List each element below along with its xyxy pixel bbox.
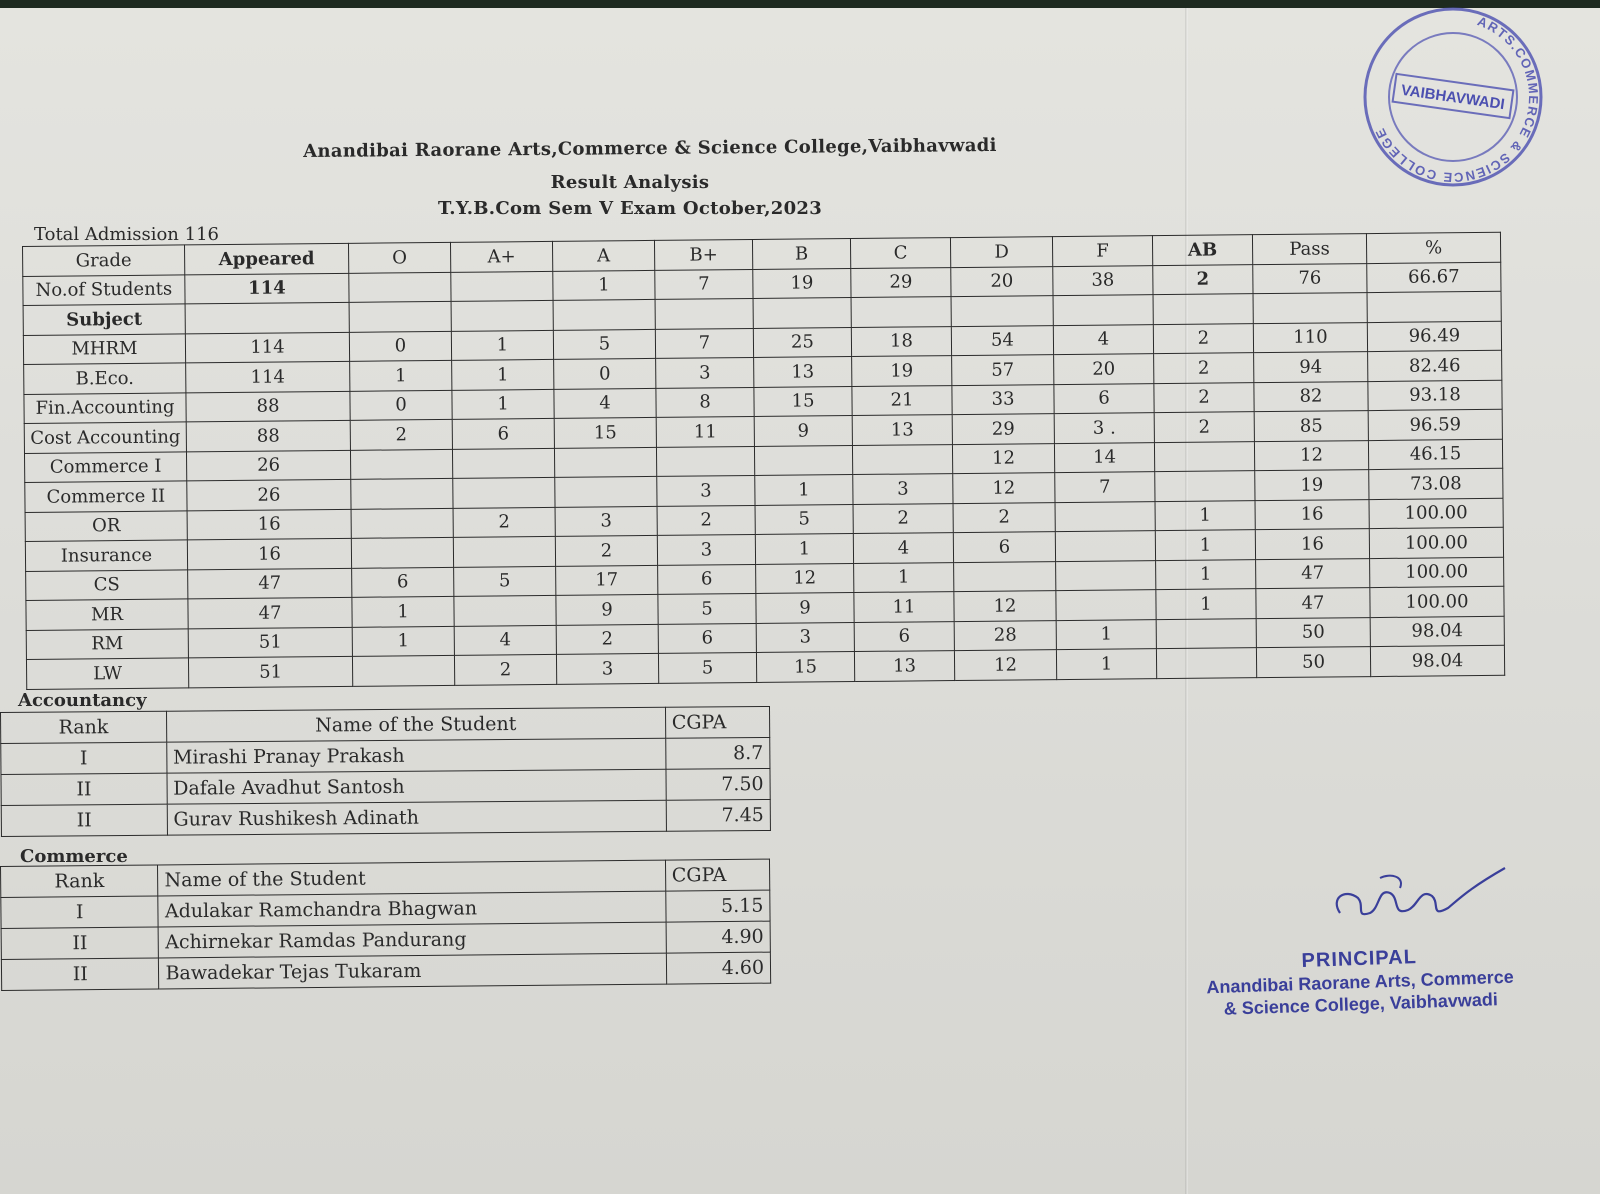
table-cell: 1	[1156, 589, 1256, 619]
table-cell: 2	[853, 503, 953, 533]
table-cell: 1	[451, 330, 553, 360]
column-header: Rank	[1, 865, 159, 898]
table-cell: 6	[452, 418, 554, 448]
table-cell	[351, 537, 453, 567]
table-cell: 50	[1256, 647, 1370, 678]
table-cell: 16	[187, 509, 351, 540]
table-cell: Cost Accounting	[24, 422, 186, 453]
table-cell: 6	[854, 621, 954, 651]
table-cell: B.Eco.	[24, 363, 186, 394]
table-cell	[1056, 590, 1156, 620]
table-cell: 11	[854, 592, 954, 622]
rank-row	[1, 799, 770, 836]
total-admission: Total Admission 116	[34, 224, 219, 245]
table-cell: 88	[186, 420, 350, 451]
commerce-title: Commerce	[20, 846, 128, 867]
table-cell: 9	[756, 593, 854, 623]
table-cell: 110	[1253, 322, 1367, 353]
table-cell: 93.18	[1368, 380, 1502, 411]
table-cell: 57	[952, 355, 1054, 385]
table-cell: 1	[452, 389, 554, 419]
table-cell: 2	[1153, 264, 1253, 294]
table-cell: %	[1366, 232, 1500, 263]
table-cell: 6	[658, 623, 756, 653]
table-cell: Commerce II	[25, 481, 187, 512]
table-cell: 12	[954, 650, 1056, 680]
table-cell: 38	[1053, 265, 1153, 295]
table-cell	[553, 299, 655, 329]
table-cell: 29	[851, 267, 951, 297]
table-cell	[1155, 471, 1255, 501]
accountancy-rank-table	[0, 706, 771, 837]
table-cell: Insurance	[25, 540, 187, 571]
table-cell: 2	[1154, 353, 1254, 383]
table-cell: 16	[187, 538, 351, 569]
rank-cell: I	[1, 742, 167, 774]
document-title: Result Analysis	[550, 172, 710, 193]
table-cell: Pass	[1252, 234, 1366, 265]
college-stamp	[1358, 2, 1548, 192]
table-cell	[555, 476, 657, 506]
table-cell: 19	[753, 268, 851, 298]
table-cell: 12	[954, 591, 1056, 621]
principal-college-line2: & Science College, Vaibhavwadi	[1223, 989, 1499, 1019]
table-cell: 28	[954, 620, 1056, 650]
table-cell: 20	[1054, 354, 1154, 384]
table-cell: 20	[951, 266, 1053, 296]
table-cell: 47	[188, 568, 352, 599]
table-cell: 98.04	[1370, 616, 1504, 647]
table-cell: 12	[1254, 440, 1368, 471]
table-cell: 0	[350, 390, 452, 420]
table-cell: 3	[657, 475, 755, 505]
table-cell: 3	[756, 622, 854, 652]
table-cell: F	[1052, 236, 1152, 266]
table-cell: 2	[1153, 323, 1253, 353]
principal-college-line1: Anandibai Raorane Arts, Commerce	[1206, 966, 1514, 998]
table-cell	[1055, 501, 1155, 531]
table-cell: 6	[658, 564, 756, 594]
rank-cell: II	[1, 927, 159, 960]
table-cell	[453, 477, 555, 507]
table-cell: RM	[26, 628, 188, 659]
table-cell	[1367, 291, 1501, 322]
table-cell: 100.00	[1370, 586, 1504, 617]
table-cell	[351, 508, 453, 538]
table-cell	[350, 449, 452, 479]
table-cell: 33	[952, 384, 1054, 414]
table-cell: 66.67	[1367, 262, 1501, 293]
table-cell: 26	[187, 479, 351, 510]
table-cell	[185, 302, 349, 333]
student-name-cell: Bawadekar Tejas Tukaram	[159, 953, 666, 989]
table-cell	[1156, 648, 1256, 678]
table-cell: 50	[1256, 617, 1370, 648]
table-cell	[453, 536, 555, 566]
table-cell	[351, 478, 453, 508]
table-cell: 25	[753, 327, 851, 357]
table-cell: 13	[754, 357, 852, 387]
table-cell: 2	[555, 535, 657, 565]
table-cell: 1	[854, 562, 954, 592]
table-cell: 51	[188, 627, 352, 658]
table-cell: 8	[656, 387, 754, 417]
stamp-center-text: VAIBHAVWADI	[1399, 81, 1506, 114]
table-cell: 2	[556, 624, 658, 654]
column-header: Rank	[1, 711, 167, 743]
table-cell: 5	[658, 593, 756, 623]
table-cell	[451, 271, 553, 301]
table-cell	[352, 655, 454, 685]
table-cell: 85	[1254, 411, 1368, 442]
table-cell: 18	[851, 326, 951, 356]
principal-block	[1199, 942, 1521, 1020]
table-cell: 19	[852, 356, 952, 386]
table-cell: 100.00	[1369, 527, 1503, 558]
table-cell: 1	[352, 626, 454, 656]
table-cell: 5	[755, 504, 853, 534]
table-cell: 4	[1053, 324, 1153, 354]
rank-cell: II	[1, 958, 159, 991]
table-cell: 4	[554, 388, 656, 418]
table-cell	[656, 446, 754, 476]
table-cell: 16	[1255, 499, 1369, 530]
cgpa-cell: 4.90	[666, 921, 771, 953]
table-cell: OR	[25, 510, 187, 541]
table-cell: No.of Students	[23, 274, 185, 305]
table-cell: 46.15	[1368, 439, 1502, 470]
table-cell: 7	[1055, 472, 1155, 502]
cgpa-cell: 7.45	[666, 799, 771, 831]
table-cell: 5	[454, 566, 556, 596]
table-cell: A+	[450, 241, 552, 271]
cgpa-cell: 7.50	[666, 768, 771, 800]
table-cell: 12	[952, 443, 1054, 473]
table-cell: C	[850, 238, 950, 268]
table-cell: 114	[186, 361, 350, 392]
table-cell: 54	[951, 325, 1053, 355]
table-cell: 17	[556, 565, 658, 595]
cgpa-cell: 5.15	[665, 890, 770, 922]
principal-title: PRINCIPAL	[1301, 946, 1418, 973]
table-cell: 2	[454, 654, 556, 684]
table-cell	[951, 296, 1053, 326]
table-cell: 11	[656, 416, 754, 446]
table-cell	[852, 444, 952, 474]
table-cell: 82	[1254, 381, 1368, 412]
student-name-cell: Gurav Rushikesh Adinath	[167, 800, 666, 835]
table-cell	[349, 301, 451, 331]
student-name-cell: Mirashi Pranay Prakash	[166, 738, 665, 773]
table-cell: 6	[352, 567, 454, 597]
table-cell: 96.59	[1368, 409, 1502, 440]
table-cell: 96.49	[1367, 321, 1501, 352]
table-cell: 6	[953, 532, 1055, 562]
table-cell: 26	[186, 450, 350, 481]
student-name-cell: Adulakar Ramchandra Bhagwan	[158, 891, 665, 927]
table-cell: 88	[186, 391, 350, 422]
table-cell: 4	[454, 625, 556, 655]
table-cell: CS	[26, 569, 188, 600]
table-cell: 15	[754, 386, 852, 416]
table-cell	[452, 448, 554, 478]
table-cell	[851, 297, 951, 327]
table-cell	[454, 595, 556, 625]
stamp-outer-text: ARTS.COMMERCE & SCIENCE COLLEGE	[1371, 13, 1542, 186]
rank-cell: II	[1, 773, 167, 805]
table-cell: 3	[555, 506, 657, 536]
table-cell: Appeared	[184, 243, 348, 274]
table-cell	[753, 298, 851, 328]
table-cell: 3	[656, 357, 754, 387]
table-cell: 3	[853, 474, 953, 504]
table-cell: 2	[953, 502, 1055, 532]
table-cell: 82.46	[1368, 350, 1502, 381]
table-cell	[954, 561, 1056, 591]
cgpa-cell: 4.60	[666, 952, 771, 984]
table-cell: 6	[1054, 383, 1154, 413]
table-cell: 1	[1155, 500, 1255, 530]
table-cell: 1	[553, 270, 655, 300]
table-cell: 47	[1256, 558, 1370, 589]
table-cell: 1	[1156, 559, 1256, 589]
table-cell	[1153, 294, 1253, 324]
rank-cell: II	[1, 804, 167, 836]
table-cell: 1	[755, 475, 853, 505]
table-cell: 14	[1054, 442, 1154, 472]
table-cell: 2	[1154, 382, 1254, 412]
subject-label: Subject	[23, 304, 185, 335]
table-cell: 5	[553, 329, 655, 359]
table-cell: 2	[1154, 412, 1254, 442]
table-cell: MHRM	[23, 333, 185, 364]
table-cell: 1	[1056, 649, 1156, 679]
commerce-rank-table	[0, 859, 771, 991]
table-cell: 114	[185, 273, 349, 304]
table-cell: 29	[952, 414, 1054, 444]
table-cell: 9	[754, 416, 852, 446]
table-cell: 12	[953, 473, 1055, 503]
table-cell: 98.04	[1370, 645, 1504, 676]
column-header: Name of the Student	[158, 860, 665, 896]
college-name: Anandibai Raorane Arts,Commerce & Science College,Vaibhavwadi	[303, 134, 997, 163]
table-cell: 1	[1056, 619, 1156, 649]
table-cell	[451, 300, 553, 330]
table-cell: 3	[657, 534, 755, 564]
table-cell: 1	[350, 360, 452, 390]
table-cell: 1	[755, 534, 853, 564]
accountancy-title: Accountancy	[18, 690, 147, 711]
table-cell: 2	[657, 505, 755, 535]
table-cell: 94	[1254, 352, 1368, 383]
student-name-cell: Dafale Avadhut Santosh	[167, 769, 666, 804]
table-cell	[1055, 531, 1155, 561]
table-cell	[754, 445, 852, 475]
table-cell: AB	[1152, 235, 1252, 265]
table-cell: 51	[188, 656, 352, 687]
column-header: Name of the Student	[166, 707, 665, 742]
table-cell: 47	[1256, 588, 1370, 619]
exam-title: T.Y.B.Com Sem V Exam October,2023	[437, 198, 823, 219]
rank-cell: I	[1, 896, 159, 929]
table-cell	[1156, 618, 1256, 648]
principal-signature	[1320, 858, 1510, 938]
table-cell: 0	[554, 358, 656, 388]
table-cell: Commerce I	[24, 451, 186, 482]
table-cell: 1	[452, 359, 554, 389]
table-cell	[1053, 295, 1153, 325]
table-cell: 100.00	[1370, 557, 1504, 588]
table-cell: 7	[655, 328, 753, 358]
table-cell: 2	[453, 507, 555, 537]
table-cell: MR	[26, 599, 188, 630]
column-header: CGPA	[665, 706, 770, 738]
table-cell	[1056, 560, 1156, 590]
table-cell	[655, 298, 753, 328]
table-cell	[349, 272, 451, 302]
table-cell: 5	[658, 652, 756, 682]
table-cell: 15	[756, 652, 854, 682]
table-cell: O	[348, 242, 450, 272]
student-name-cell: Achirnekar Ramdas Pandurang	[159, 922, 666, 958]
table-cell: 100.00	[1369, 498, 1503, 529]
table-cell: 2	[350, 419, 452, 449]
table-cell	[1154, 441, 1254, 471]
cgpa-cell: 8.7	[665, 737, 770, 769]
table-cell: 1	[352, 596, 454, 626]
column-header: CGPA	[665, 859, 770, 891]
table-cell	[554, 447, 656, 477]
table-cell: 12	[756, 563, 854, 593]
table-cell: D	[950, 237, 1052, 267]
table-cell: B+	[654, 239, 752, 269]
table-cell: 15	[554, 417, 656, 447]
table-cell: 19	[1255, 470, 1369, 501]
table-cell: 114	[185, 332, 349, 363]
table-cell: 3	[556, 653, 658, 683]
table-cell: 16	[1255, 529, 1369, 560]
table-cell: 9	[556, 594, 658, 624]
table-cell: 13	[852, 415, 952, 445]
table-cell: 21	[852, 385, 952, 415]
table-cell: 13	[854, 651, 954, 681]
table-cell: B	[752, 239, 850, 269]
table-cell: 47	[188, 597, 352, 628]
table-cell: A	[552, 240, 654, 270]
table-cell	[1253, 293, 1367, 324]
table-cell: Fin.Accounting	[24, 392, 186, 423]
result-analysis-table	[22, 232, 1505, 690]
table-cell: 0	[349, 331, 451, 361]
table-cell: 4	[853, 533, 953, 563]
table-cell: 7	[655, 269, 753, 299]
table-cell: Grade	[23, 245, 185, 276]
table-cell: LW	[26, 658, 188, 689]
table-cell: 73.08	[1369, 468, 1503, 499]
table-cell: 1	[1155, 530, 1255, 560]
table-cell: 3 .	[1054, 413, 1154, 443]
table-cell: 76	[1253, 263, 1367, 294]
